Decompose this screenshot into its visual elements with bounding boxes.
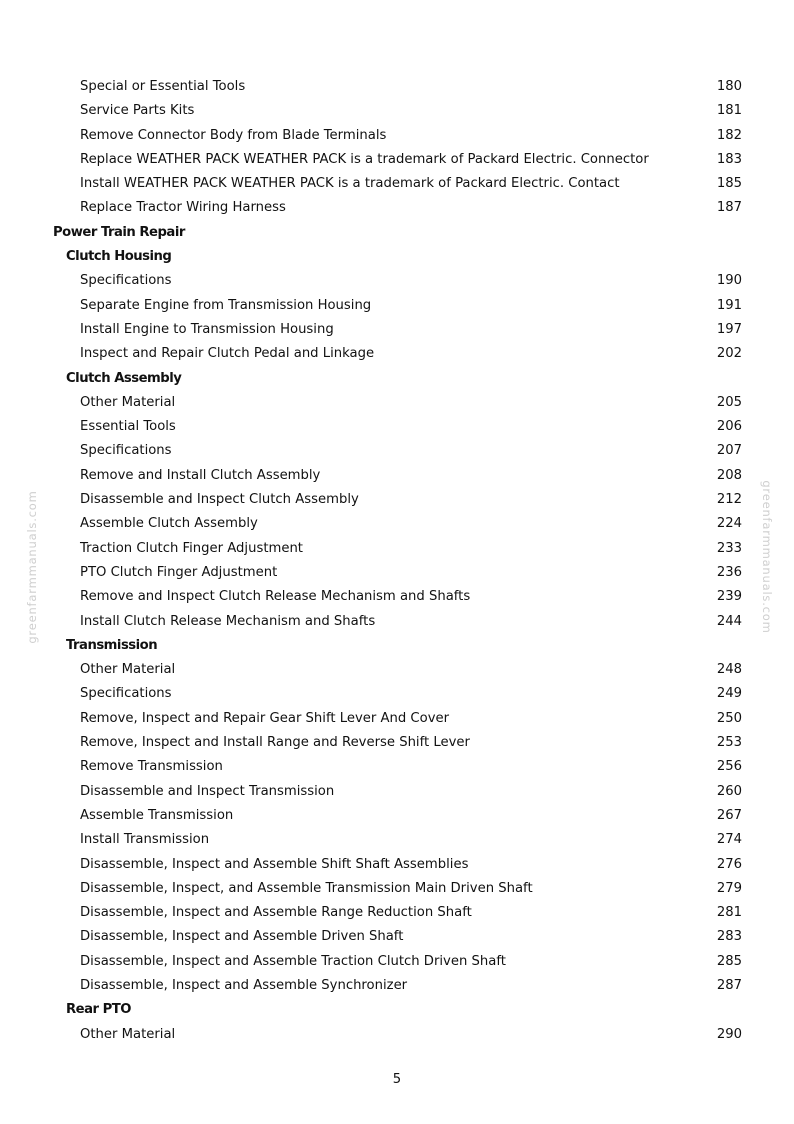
toc-entry-title: Remove, Inspect and Repair Gear Shift Lever And Cover: [80, 710, 450, 726]
toc-entry-title: Power Train Repair: [53, 224, 185, 240]
watermark-left: greenfarmmanuals.com: [25, 490, 39, 644]
toc-entry-title: Disassemble, Inspect and Assemble Synchronizer: [80, 977, 408, 993]
toc-entry-page: 202: [716, 346, 742, 362]
toc-entry[interactable]: [0, 99, 794, 123]
toc-entry-page: 248: [716, 662, 742, 678]
toc-entry[interactable]: [0, 269, 794, 293]
toc-entry-page: 197: [716, 321, 742, 337]
toc-entry-page: 290: [716, 1026, 742, 1042]
toc-entry[interactable]: [0, 658, 794, 682]
toc-entry[interactable]: [0, 148, 794, 172]
toc-entry-title: Rear PTO: [66, 1002, 131, 1018]
toc-entry[interactable]: [0, 391, 794, 415]
toc-entry-page: 256: [716, 759, 742, 775]
toc-entry-page: 180: [716, 79, 742, 94]
toc-entry-title: Disassemble, Inspect, and Assemble Transmission Main Driven Shaft: [80, 880, 533, 896]
toc-entry-title: Install WEATHER PACK WEATHER PACK is a trademark of Packard Electric. Contact: [80, 176, 620, 192]
toc-entry[interactable]: [0, 877, 794, 901]
toc-entry-page: 244: [716, 613, 742, 629]
toc-section-heading[interactable]: [0, 634, 794, 658]
toc-entry-title: Specifications: [80, 273, 172, 289]
toc-entry[interactable]: [0, 318, 794, 342]
toc-entry[interactable]: [0, 124, 794, 148]
toc-entry-title: Disassemble, Inspect and Assemble Range Reduction Shaft: [80, 905, 472, 921]
toc-entry-title: Disassemble, Inspect and Assemble Traction Clutch Driven Shaft: [80, 953, 506, 969]
toc-entry-title: Remove Connector Body from Blade Terminals: [80, 127, 387, 143]
toc-entry[interactable]: [0, 585, 794, 609]
toc-entry-title: Inspect and Repair Clutch Pedal and Linkage: [80, 346, 375, 362]
toc-entry[interactable]: [0, 172, 794, 196]
toc-entry-title: Disassemble and Inspect Clutch Assembly: [80, 492, 359, 508]
toc-entry-page: 281: [716, 905, 742, 921]
toc-entry-title: PTO Clutch Finger Adjustment: [80, 564, 278, 580]
toc-entry[interactable]: [0, 731, 794, 755]
toc-entry[interactable]: [0, 804, 794, 828]
toc-entry-page: 206: [716, 419, 742, 435]
toc-entry-page: 276: [716, 856, 742, 872]
toc-entry-title: Replace WEATHER PACK WEATHER PACK is a trademark of Packard Electric. Connector: [80, 151, 649, 167]
toc-entry-page: 236: [716, 564, 742, 580]
toc-section-heading[interactable]: [0, 998, 794, 1022]
toc-entry-page: 260: [716, 783, 742, 799]
toc-entry-title: Specifications: [80, 686, 172, 702]
toc-entry-title: Clutch Assembly: [66, 370, 182, 386]
toc-entry[interactable]: [0, 294, 794, 318]
toc-entry-page: 285: [716, 953, 742, 969]
toc-entry-title: Remove and Install Clutch Assembly: [80, 467, 321, 483]
watermark-right: greenfarmmanuals.com: [760, 480, 774, 634]
toc-entry-title: Other Material: [80, 1026, 176, 1042]
toc-entry[interactable]: [0, 464, 794, 488]
toc-entry[interactable]: [0, 561, 794, 585]
toc-entry-page: 279: [716, 880, 742, 896]
toc-entry-page: 191: [716, 297, 742, 313]
toc-entry[interactable]: [0, 439, 794, 463]
toc-entry[interactable]: [0, 488, 794, 512]
toc-entry-page: 187: [716, 200, 742, 216]
toc-entry-title: Install Clutch Release Mechanism and Shafts: [80, 613, 376, 629]
table-of-contents: [0, 75, 794, 1047]
toc-entry-title: Replace Tractor Wiring Harness: [80, 200, 286, 216]
toc-entry-page: 205: [716, 394, 742, 410]
toc-entry-page: 283: [716, 929, 742, 945]
toc-entry-title: Special or Essential Tools: [80, 79, 246, 94]
toc-entry-page: 224: [716, 516, 742, 532]
toc-entry[interactable]: [0, 755, 794, 779]
toc-entry[interactable]: [0, 75, 794, 99]
toc-entry-page: 183: [716, 151, 742, 167]
toc-entry-page: 249: [716, 686, 742, 702]
toc-entry[interactable]: [0, 901, 794, 925]
toc-section-heading[interactable]: [0, 367, 794, 391]
toc-entry-title: Traction Clutch Finger Adjustment: [80, 540, 303, 556]
toc-entry[interactable]: [0, 537, 794, 561]
toc-entry-page: 287: [716, 977, 742, 993]
toc-entry[interactable]: [0, 707, 794, 731]
toc-entry-title: Assemble Clutch Assembly: [80, 516, 258, 532]
toc-entry[interactable]: [0, 780, 794, 804]
toc-entry-title: Specifications: [80, 443, 172, 459]
toc-entry-page: 190: [716, 273, 742, 289]
toc-entry-page: 212: [716, 492, 742, 508]
toc-entry[interactable]: [0, 828, 794, 852]
toc-entry-title: Remove Transmission: [80, 759, 223, 775]
toc-entry-page: 182: [716, 127, 742, 143]
toc-entry-title: Disassemble and Inspect Transmission: [80, 783, 335, 799]
toc-entry[interactable]: [0, 512, 794, 536]
toc-entry[interactable]: [0, 925, 794, 949]
toc-entry-page: 208: [716, 467, 742, 483]
page-number: 5: [392, 1072, 402, 1087]
toc-entry-title: Essential Tools: [80, 419, 176, 435]
toc-entry-title: Other Material: [80, 662, 176, 678]
toc-entry-title: Other Material: [80, 394, 176, 410]
toc-entry[interactable]: [0, 610, 794, 634]
toc-entry-page: 253: [716, 735, 742, 751]
toc-entry-title: Remove and Inspect Clutch Release Mechanism and Shafts: [80, 589, 471, 605]
toc-entry-page: 233: [716, 540, 742, 556]
toc-entry-page: 181: [716, 103, 742, 119]
toc-entry-page: 185: [716, 176, 742, 192]
toc-entry-title: Assemble Transmission: [80, 807, 234, 823]
toc-entry[interactable]: [0, 1023, 794, 1047]
toc-entry-title: Disassemble, Inspect and Assemble Driven Shaft: [80, 929, 404, 945]
toc-entry[interactable]: [0, 415, 794, 439]
toc-entry[interactable]: [0, 950, 794, 974]
toc-entry-title: Clutch Housing: [66, 249, 172, 265]
toc-entry[interactable]: [0, 974, 794, 998]
toc-entry[interactable]: [0, 682, 794, 706]
toc-chapter-heading[interactable]: [0, 221, 794, 245]
toc-entry-title: Service Parts Kits: [80, 103, 195, 119]
toc-entry-title: Transmission: [66, 637, 158, 653]
toc-entry-title: Install Engine to Transmission Housing: [80, 321, 334, 337]
toc-entry[interactable]: [0, 342, 794, 366]
toc-entry-page: 250: [716, 710, 742, 726]
toc-entry-title: Disassemble, Inspect and Assemble Shift Shaft Assemblies: [80, 856, 469, 872]
toc-entry[interactable]: [0, 853, 794, 877]
toc-entry-page: 207: [716, 443, 742, 459]
toc-entry-title: Install Transmission: [80, 832, 210, 848]
toc-entry-title: Remove, Inspect and Install Range and Reverse Shift Lever: [80, 735, 470, 751]
toc-entry-page: 274: [716, 832, 742, 848]
toc-entry-page: 267: [716, 807, 742, 823]
toc-entry-page: 239: [716, 589, 742, 605]
toc-entry-title: Separate Engine from Transmission Housing: [80, 297, 372, 313]
toc-section-heading[interactable]: [0, 245, 794, 269]
toc-entry[interactable]: [0, 196, 794, 220]
